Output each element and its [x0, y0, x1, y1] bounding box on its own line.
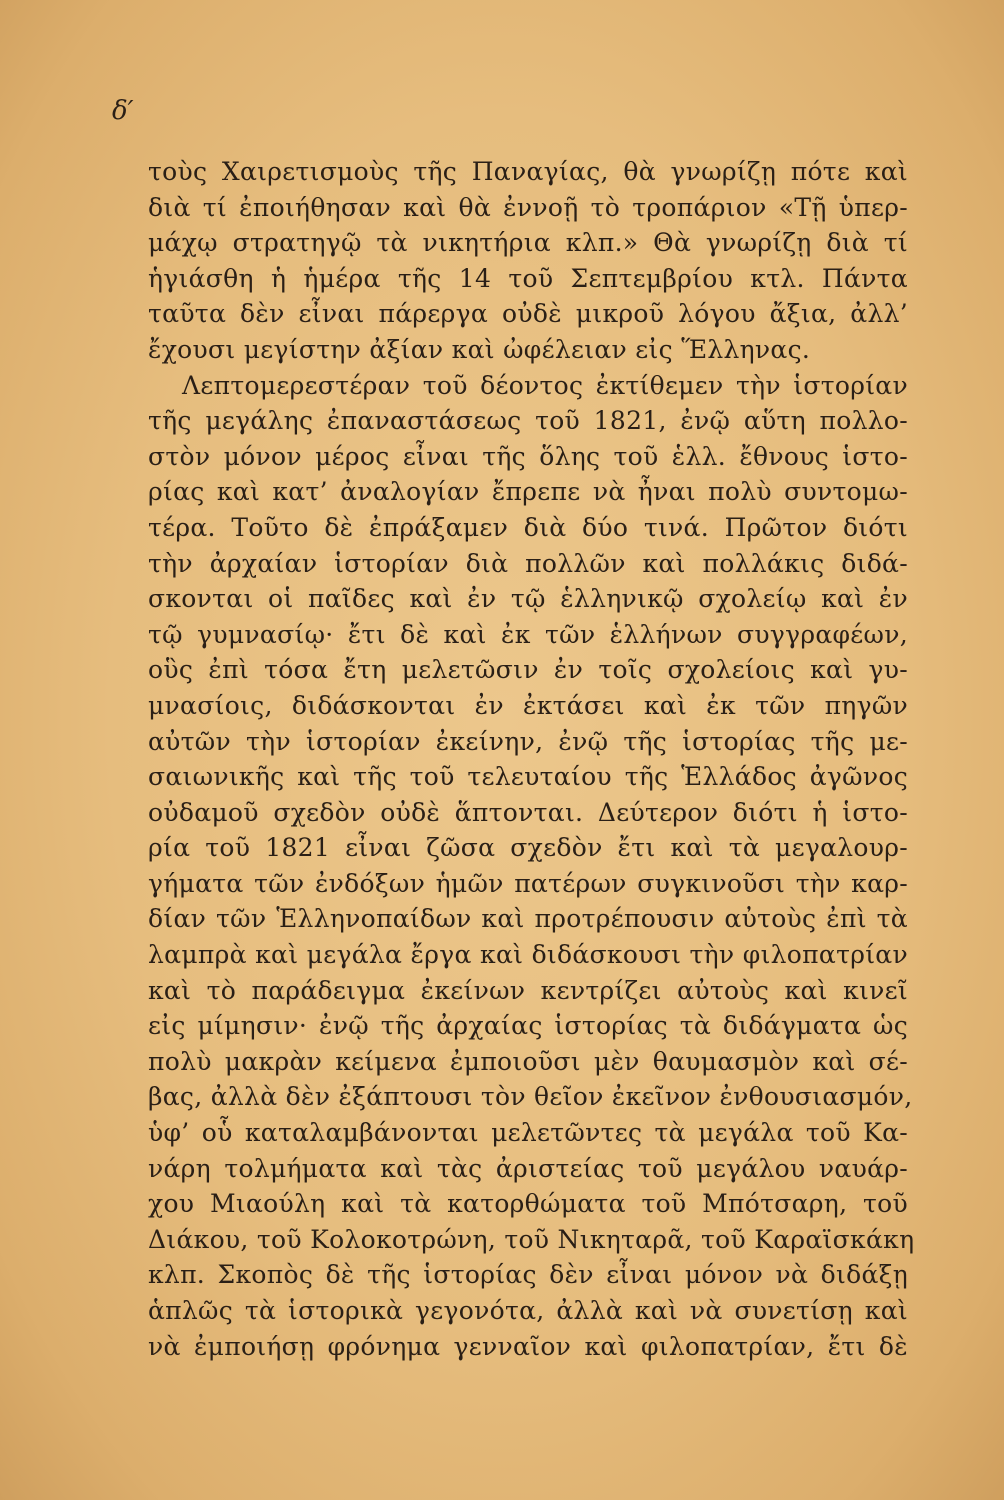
text-line: νάρη τολμήματα καὶ τὰς ἀριστείας τοῦ μεγάλου ναυάρ-: [148, 1153, 908, 1183]
text-line: ὑφ’ οὗ καταλαμβάνονται μελετῶντες τὰ μεγάλα τοῦ Κα-: [148, 1118, 908, 1148]
text-line: χου Μιαούλη καὶ τὰ κατορθώματα τοῦ Μπότσαρη, τοῦ: [148, 1189, 908, 1219]
text-line: βας, ἀλλὰ δὲν ἐξάπτουσι τὸν θεῖον ἐκεῖνον ἐνθουσιασμόν,: [148, 1082, 913, 1112]
text-line: στὸν μόνον μέρος εἶναι τῆς ὅλης τοῦ ἑλλ. ἔθνους ἱστο-: [148, 441, 908, 471]
text-line: τὴν ἀρχαίαν ἱστορίαν διὰ πολλῶν καὶ πολλάκις διδά-: [148, 548, 908, 578]
text-line: ἁπλῶς τὰ ἱστορικὰ γεγονότα, ἀλλὰ καὶ νὰ συνετίσῃ καὶ: [148, 1296, 908, 1325]
text-line: οὓς ἐπὶ τόσα ἔτη μελετῶσιν ἐν τοῖς σχολείοις καὶ γυ-: [148, 655, 908, 685]
body-text: [148, 154, 915, 1364]
text-line: διὰ τί ἐποιήθησαν καὶ θὰ ἐννοῇ τὸ τροπάριον «Τῇ ὑπερ-: [148, 192, 908, 222]
text-line: τῷ γυμνασίῳ· ἔτι δὲ καὶ ἐκ τῶν ἑλλήνων συγγραφέων,: [148, 619, 908, 649]
text-line: Διάκου, τοῦ Κολοκοτρώνη, τοῦ Νικηταρᾶ, τοῦ Καραϊσκάκη: [148, 1224, 915, 1254]
text-line: ἡγιάσθη ἡ ἡμέρα τῆς 14 τοῦ Σεπτεμβρίου κτλ. Πάντα: [148, 263, 908, 293]
text-line: τοὺς Χαιρετισμοὺς τῆς Παναγίας, θὰ γνωρίζῃ πότε καὶ: [148, 157, 908, 186]
text-line: τέρα. Τοῦτο δὲ ἐπράξαμεν διὰ δύο τινά. Πρῶτον διότι: [148, 512, 908, 542]
text-line: ἔχουσι μεγίστην ἀξίαν καὶ ὠφέλειαν εἰς Ἕλληνας.: [148, 334, 811, 364]
text-line: Λεπτομερεστέραν τοῦ δέοντος ἐκτίθεμεν τὴν ἱστορίαν: [182, 370, 908, 400]
text-line: δίαν τῶν Ἑλληνοπαίδων καὶ προτρέπουσιν αὐτοὺς ἐπὶ τὰ: [148, 904, 908, 934]
text-line: τῆς μεγάλης ἐπαναστάσεως τοῦ 1821, ἐνῷ αὕτη πολλο-: [148, 406, 908, 436]
text-line: ταῦτα δὲν εἶναι πάρεργα οὐδὲ μικροῦ λόγου ἄξια, ἀλλ’: [148, 299, 908, 329]
text-line: νὰ ἐμποιήσῃ φρόνημα γενναῖον καὶ φιλοπατρίαν, ἔτι δὲ: [148, 1331, 908, 1361]
text-line: γήματα τῶν ἐνδόξων ἡμῶν πατέρων συγκινοῦσι τὴν καρ-: [148, 868, 908, 898]
text-line: σκονται οἱ παῖδες καὶ ἐν τῷ ἑλληνικῷ σχολείῳ καὶ ἐν: [148, 584, 908, 614]
text-line: ρία τοῦ 1821 εἶναι ζῶσα σχεδὸν ἔτι καὶ τὰ μεγαλουρ-: [148, 833, 908, 863]
text-line: οὐδαμοῦ σχεδὸν οὐδὲ ἅπτονται. Δεύτερον διότι ἡ ἱστο-: [148, 797, 908, 827]
text-line: λαμπρὰ καὶ μεγάλα ἔργα καὶ διδάσκουσι τὴν φιλοπατρίαν: [148, 940, 908, 970]
page-number: δ′: [112, 96, 134, 126]
text-line: σαιωνικῆς καὶ τῆς τοῦ τελευταίου τῆς Ἑλλάδος ἀγῶνος: [148, 762, 908, 792]
text-line: ρίας καὶ κατ’ ἀναλογίαν ἔπρεπε νὰ ἦναι πολὺ συντομω-: [148, 477, 908, 507]
text-line: μνασίοις, διδάσκονται ἐν ἐκτάσει καὶ ἐκ τῶν πηγῶν: [148, 690, 908, 720]
text-line: αὐτῶν τὴν ἱστορίαν ἐκείνην, ἐνῷ τῆς ἱστορίας τῆς με-: [148, 726, 908, 756]
text-line: εἰς μίμησιν· ἐνῷ τῆς ἀρχαίας ἱστορίας τὰ διδάγματα ὡς: [148, 1011, 908, 1041]
text-line: κλπ. Σκοπὸς δὲ τῆς ἱστορίας δὲν εἶναι μόνον νὰ διδάξῃ: [148, 1260, 908, 1290]
text-line: καὶ τὸ παράδειγμα ἐκείνων κεντρίζει αὐτοὺς καὶ κινεῖ: [148, 975, 908, 1005]
text-line: πολὺ μακρὰν κείμενα ἐμποιοῦσι μὲν θαυμασμὸν καὶ σέ-: [148, 1046, 908, 1076]
text-line: μάχῳ στρατηγῷ τὰ νικητήρια κλπ.» Θὰ γνωρίζῃ διὰ τί: [148, 228, 908, 258]
